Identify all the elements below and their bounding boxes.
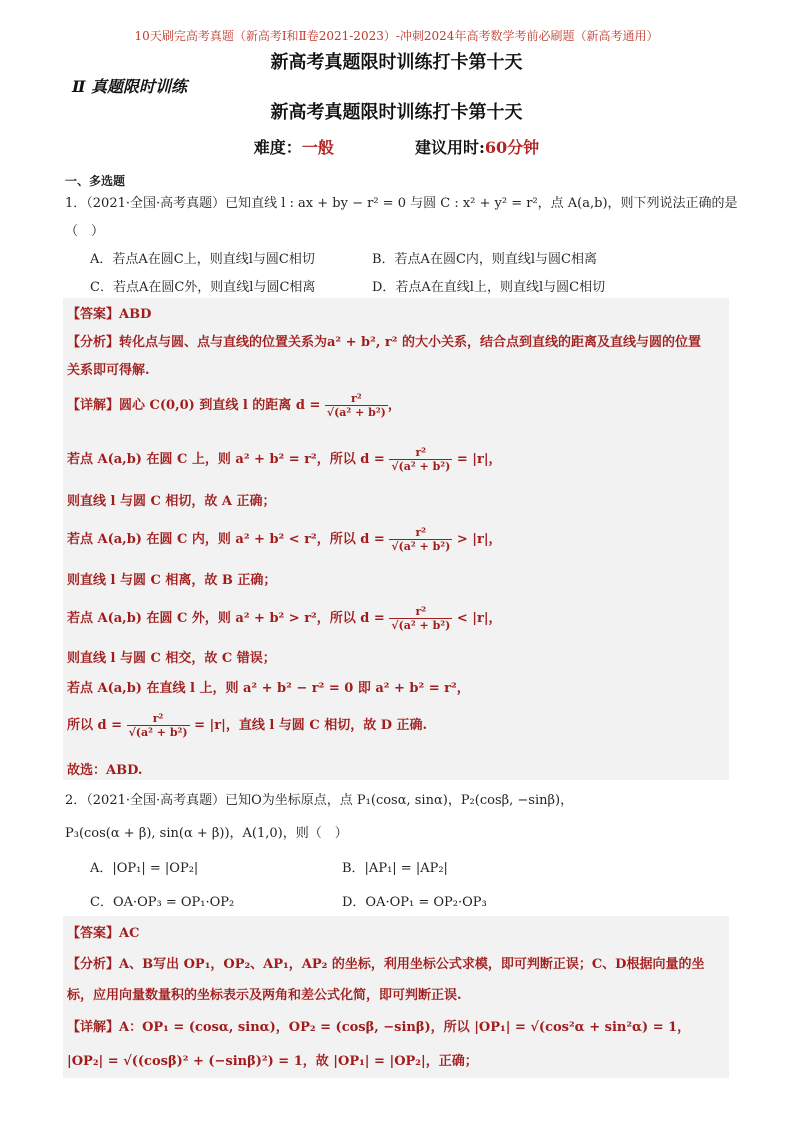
frac-numerator: r² bbox=[389, 446, 452, 460]
frac-denominator: √(a² + b²) bbox=[391, 540, 451, 553]
q1-conclusion-b: 则直线 l 与圆 C 相离，故 B 正确； bbox=[67, 573, 277, 588]
q1-case2 bbox=[67, 526, 502, 553]
page-header: 10天刷完高考真题（新高考Ⅰ和Ⅱ卷2021-2023）-冲刺2024年高考数学考前必刷题（新高考通用） bbox=[134, 29, 659, 43]
q2-analysis-line2: 标，应用向量数量积的坐标表示及两角和差公式化简，即可判断正误. bbox=[67, 988, 462, 1003]
q2-answer: 【答案】AC bbox=[67, 926, 140, 941]
q2-detail-line2: |OP₂| = √((cosβ)² + (−sinβ)²) = 1，故 |OP₁| = |OP₂|，正确； bbox=[67, 1054, 478, 1069]
q1-case2-text: 若点 A(a,b) 在圆 C 内，则 a² + b² < r²，所以 d = bbox=[67, 532, 385, 547]
q1-option-c: C．若点A在圆C外，则直线l与圆C相离 bbox=[90, 280, 316, 295]
distance-fraction bbox=[325, 392, 388, 419]
q1-conclusion-c: 则直线 l 与圆 C 相交，故 C 错误； bbox=[67, 651, 276, 666]
q2-option-d: D．OA·OP₁ = OP₂·OP₃ bbox=[342, 895, 487, 910]
q1-detail-line: 【详解】圆心 C(0,0) 到直线 l 的距离 d = $\frac{\text{r²}}{\text{√(a² + b²)}}$ ， bbox=[67, 392, 401, 419]
q1-analysis-line1: 【分析】转化点与圆、点与直线的位置关系为a² + b², r² 的大小关系，结合点到直线的距离及直线与圆的位置 bbox=[67, 335, 701, 350]
q1-detail-text: 【详解】圆心 C(0,0) 到直线 l 的距离 d = bbox=[67, 398, 321, 413]
q2-option-a: A．|OP₁| = |OP₂| bbox=[90, 861, 199, 876]
frac-denominator: √(a² + b²) bbox=[391, 460, 451, 473]
distance-fraction bbox=[389, 526, 452, 553]
time-label: 建议用时: bbox=[414, 138, 485, 157]
q2-stem-line2: P₃(cos(α + β), sin(α + β))，A(1,0)，则（ ） bbox=[65, 826, 348, 841]
frac-numerator: r² bbox=[389, 605, 452, 619]
q1-paren: （ ） bbox=[65, 224, 105, 239]
q2-detail-line1: 【详解】A：OP₁ = (cosα, sinα)，OP₂ = (cosβ, −sinβ)，所以 |OP₁| = √(cos²α + sin²α) = 1， bbox=[67, 1020, 691, 1035]
section-heading: Ⅱ 真题限时训练 bbox=[72, 77, 188, 96]
q1-stem: 1．（2021·全国·高考真题）已知直线 l : ax + by − r² = 0 与圆 C : x² + y² = r²，点 A(a,b)，则下列说法正确的是 bbox=[65, 196, 738, 211]
q1-case2-result: > |r|， bbox=[456, 532, 502, 547]
q1-case4-result bbox=[67, 712, 427, 739]
frac-numerator: r² bbox=[325, 392, 388, 406]
q1-final-choice: 故选：ABD. bbox=[67, 763, 143, 778]
distance-fraction bbox=[127, 712, 190, 739]
part-heading: 一、多选题 bbox=[65, 174, 126, 188]
q1-conclusion-d: = |r|，直线 l 与圆 C 相切，故 D 正确. bbox=[194, 718, 428, 733]
q1-case1 bbox=[67, 446, 502, 473]
frac-numerator: r² bbox=[127, 712, 190, 726]
q1-conclusion-a: 则直线 l 与圆 C 相切，故 A 正确； bbox=[67, 494, 276, 509]
q1-case1-text: 若点 A(a,b) 在圆 C 上，则 a² + b² = r²，所以 d = bbox=[67, 452, 385, 467]
q2-analysis-line1: 【分析】A、B写出 OP₁，OP₂、AP₁，AP₂ 的坐标，利用坐标公式求模，即可判断正误；C、D根据向量的坐 bbox=[67, 957, 705, 972]
q2-option-c: C．OA·OP₃ = OP₁·OP₂ bbox=[90, 895, 235, 910]
frac-denominator: √(a² + b²) bbox=[326, 406, 386, 419]
difficulty-label: 难度： bbox=[253, 138, 302, 157]
frac-denominator: √(a² + b²) bbox=[391, 619, 451, 632]
q1-option-a: A．若点A在圆C上，则直线l与圆C相切 bbox=[90, 252, 315, 267]
page-title: 新高考真题限时训练打卡第十天 bbox=[270, 52, 523, 73]
frac-denominator: √(a² + b²) bbox=[128, 726, 188, 739]
difficulty-line bbox=[0, 135, 793, 158]
q1-case3 bbox=[67, 605, 502, 632]
q1-case3-text: 若点 A(a,b) 在圆 C 外，则 a² + b² > r²，所以 d = bbox=[67, 611, 385, 626]
q1-case1-result: = |r|， bbox=[456, 452, 502, 467]
frac-numerator: r² bbox=[389, 526, 452, 540]
q1-answer: 【答案】ABD bbox=[67, 307, 152, 322]
q1-option-b: B．若点A在圆C内，则直线l与圆C相离 bbox=[372, 252, 597, 267]
q2-stem-line1: 2．（2021·全国·高考真题）已知O为坐标原点，点 P₁(cosα, sinα)，P₂(cosβ, −sinβ)， bbox=[65, 793, 574, 808]
q1-analysis-line2: 关系即可得解. bbox=[67, 363, 150, 378]
page-subtitle: 新高考真题限时训练打卡第十天 bbox=[270, 102, 523, 123]
q1-case4: 若点 A(a,b) 在直线 l 上，则 a² + b² − r² = 0 即 a² + b² = r²， bbox=[67, 681, 470, 696]
q1-case3-result: < |r|， bbox=[456, 611, 502, 626]
q1-case4-prefix: 所以 d = bbox=[67, 718, 123, 733]
distance-fraction bbox=[389, 446, 452, 473]
q1-option-d: D．若点A在直线l上，则直线l与圆C相切 bbox=[372, 280, 606, 295]
q2-option-b: B．|AP₁| = |AP₂| bbox=[342, 861, 448, 876]
distance-fraction bbox=[389, 605, 452, 632]
difficulty-value: 一般 bbox=[301, 138, 334, 157]
time-value: 60分钟 bbox=[484, 138, 540, 157]
